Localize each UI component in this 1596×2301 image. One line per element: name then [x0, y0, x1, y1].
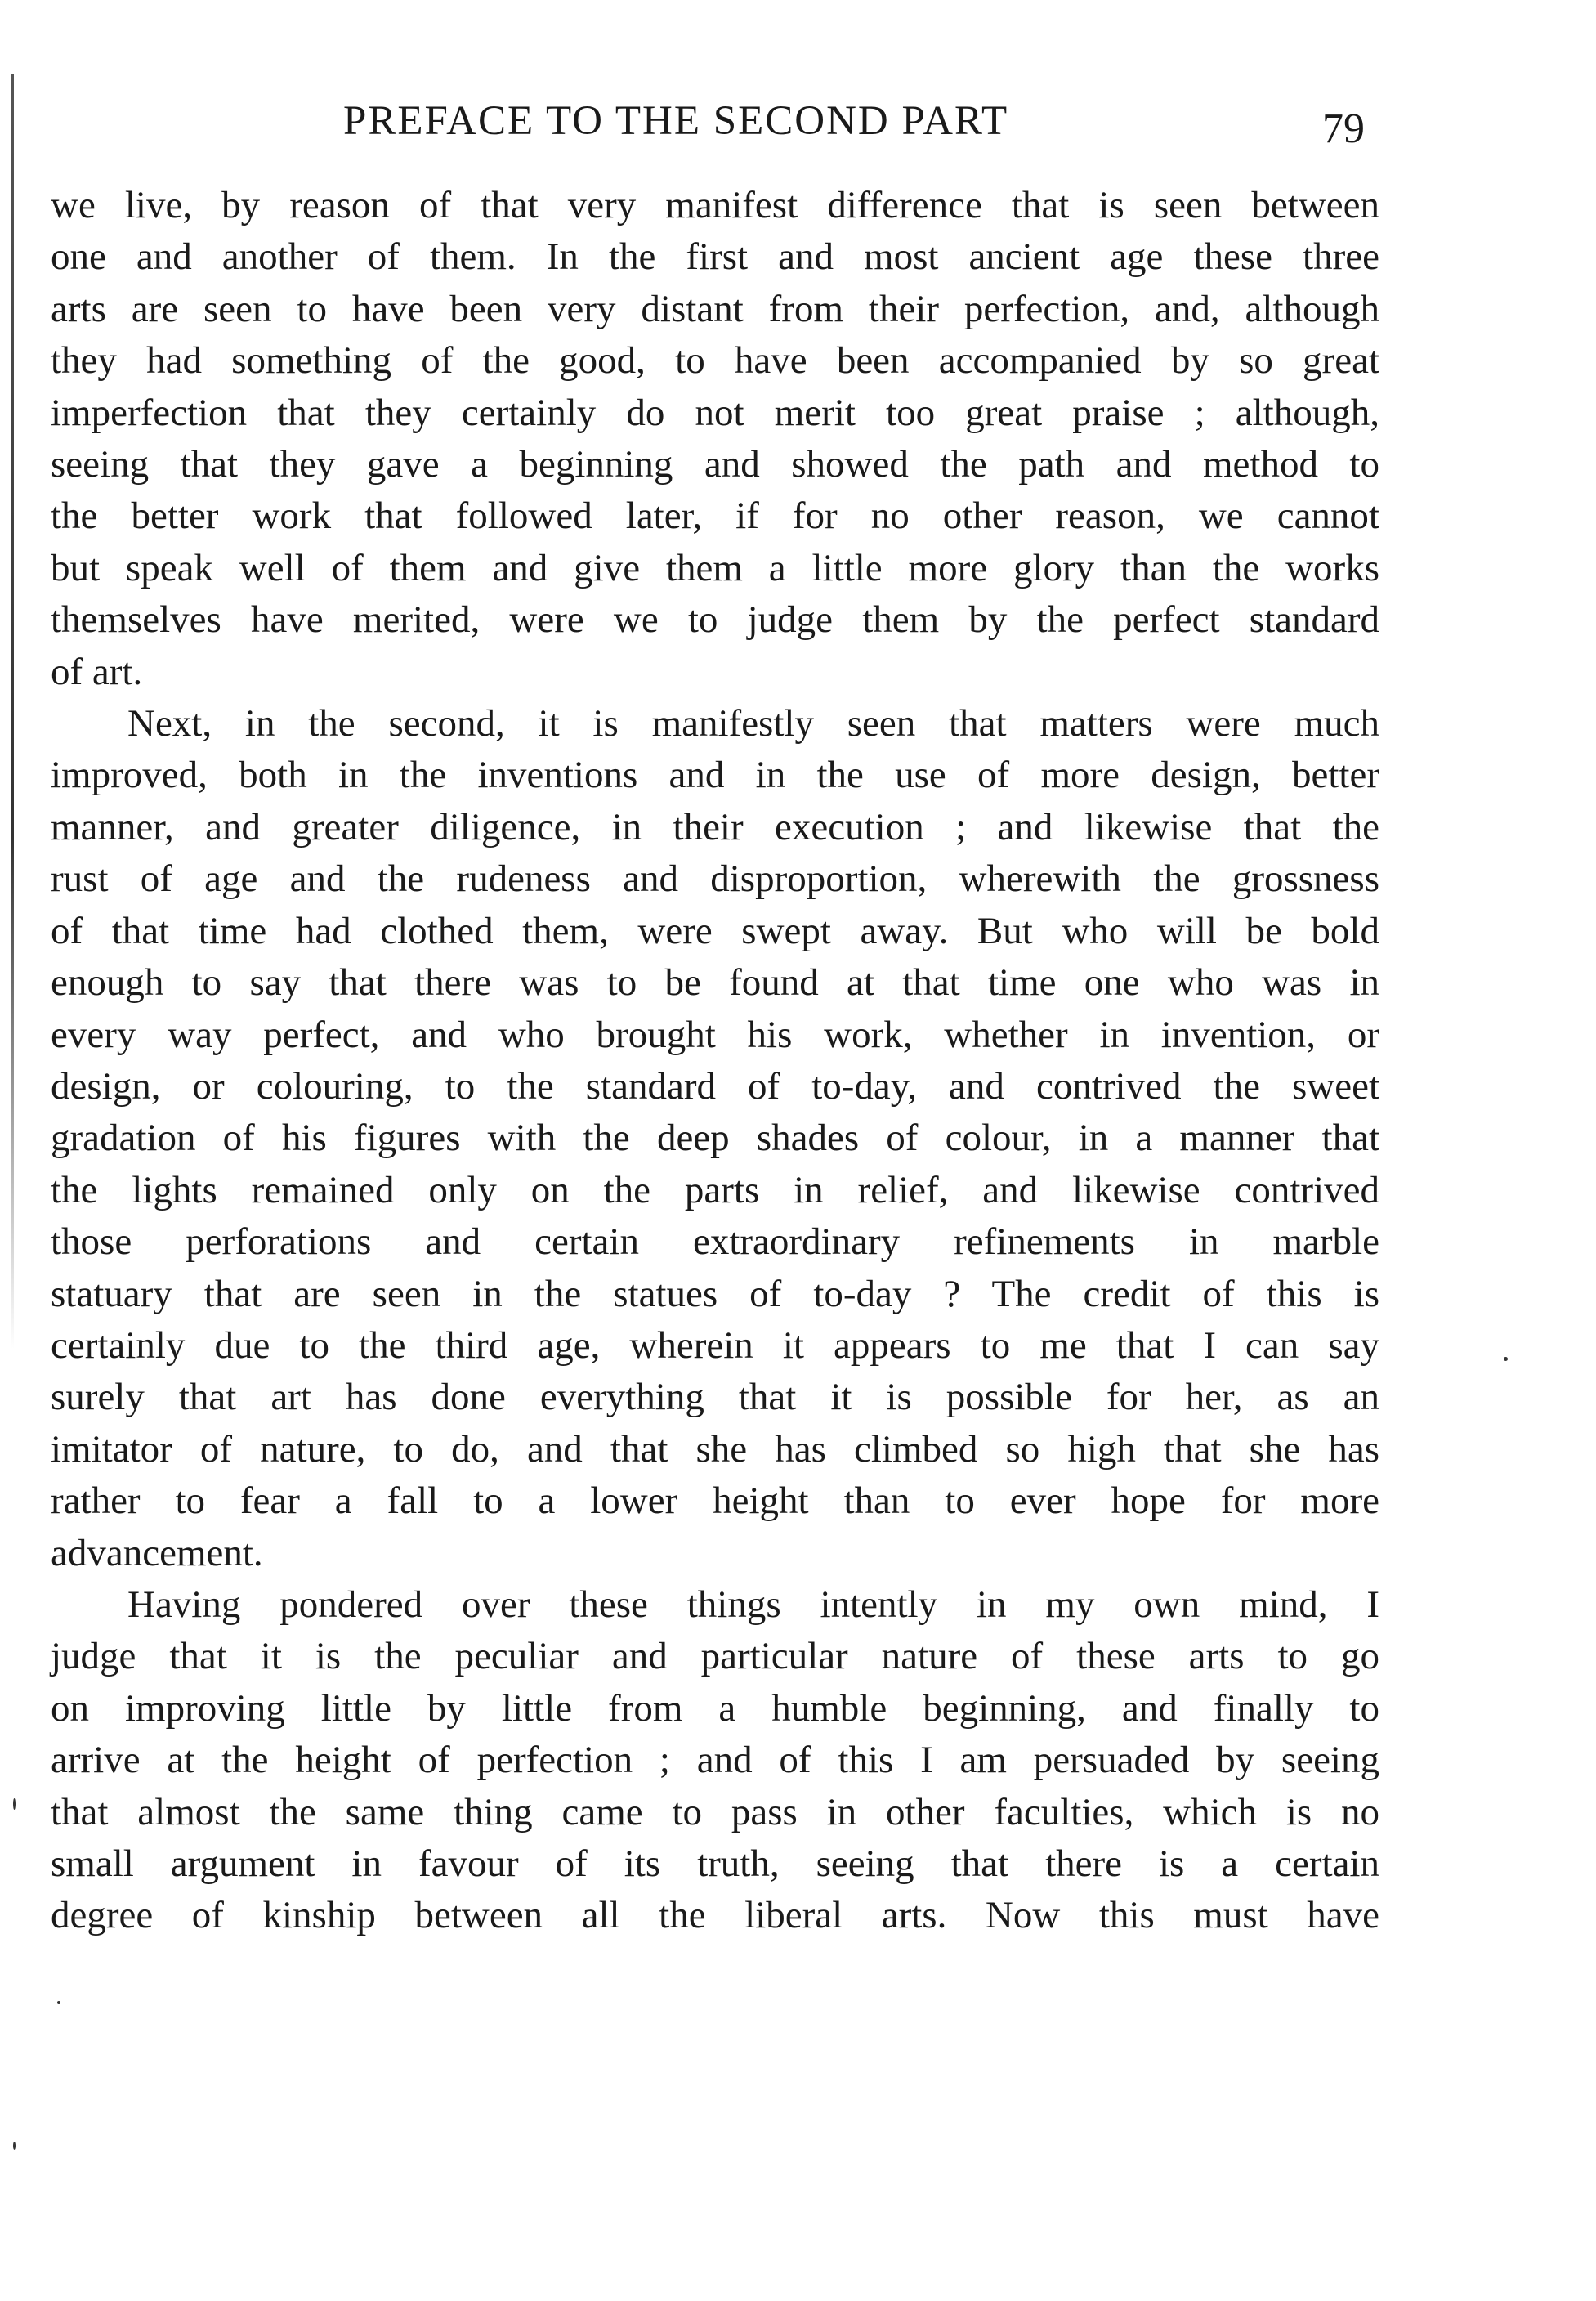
text-line: arrive at the height of perfection ; and of this I am persuaded by seeing	[51, 1739, 1379, 1782]
text-line: manner, and greater diligence, in their execution ; and likewise that the	[51, 805, 1379, 848]
text-line: of that time had clothed them, were swept away. But who will be bold	[51, 909, 1379, 952]
text-line: that almost the same thing came to pass in other faculties, which is no	[51, 1790, 1379, 1833]
text-line: the better work that followed later, if for no other reason, we cannot	[51, 495, 1379, 538]
text-line: imperfection that they certainly do not merit too great praise ; although,	[51, 391, 1379, 434]
text-line: advancement.	[51, 1531, 263, 1574]
paragraph-3	[51, 1579, 1379, 1942]
text-line: seeing that they gave a beginning and showed the path and method to	[51, 443, 1379, 486]
paragraph-1	[51, 180, 1379, 698]
text-line: of art.	[51, 650, 143, 693]
page-speck	[1504, 1357, 1508, 1361]
text-line: surely that art has done everything that it is possible for her, as an	[51, 1376, 1379, 1419]
text-line: on improving little by little from a humble beginning, and finally to	[51, 1686, 1379, 1730]
text-line: we live, by reason of that very manifest difference that is seen between	[51, 184, 1379, 226]
text-line: imitator of nature, to do, and that she has climbed so high that she has	[51, 1427, 1379, 1471]
text-line: Next, in the second, it is manifestly seen that matters were much	[127, 702, 1379, 745]
text-line: Having pondered over these things intently in my own mind, I	[127, 1582, 1379, 1626]
text-line: design, or colouring, to the standard of to-day, and contrived the sweet	[51, 1064, 1379, 1108]
text-line: arts are seen to have been very distant from their perfection, and, although	[51, 287, 1379, 330]
text-line: small argument in favour of its truth, seeing that there is a certain	[51, 1842, 1379, 1885]
page-speck	[13, 2142, 16, 2150]
text-line: those perforations and certain extraordinary refinements in marble	[51, 1220, 1379, 1264]
text-line: one and another of them. In the first and most ancient age these three	[51, 235, 1379, 279]
text-line: the lights remained only on the parts in relief, and likewise contrived	[51, 1168, 1379, 1211]
text-line: improved, both in the inventions and in the use of more design, better	[51, 754, 1379, 797]
text-line: certainly due to the third age, wherein it appears to me that I can say	[51, 1323, 1379, 1367]
text-line: themselves have merited, were we to judge them by the perfect standard	[51, 598, 1379, 642]
text-line: but speak well of them and give them a little more glory than the works	[51, 546, 1379, 589]
page-edge-shadow	[11, 74, 14, 1349]
running-head	[0, 96, 1596, 162]
text-line: gradation of his figures with the deep shades of colour, in a manner that	[51, 1117, 1379, 1160]
page-number: 79	[1322, 105, 1365, 152]
text-line: rust of age and the rudeness and disproportion, wherewith the grossness	[51, 857, 1379, 901]
text-line: they had something of the good, to have been accompanied by so great	[51, 339, 1379, 383]
page-speck	[13, 1798, 16, 1810]
page-speck	[57, 2001, 60, 2004]
running-title: PREFACE TO THE SECOND PART	[343, 98, 1009, 144]
text-line: judge that it is the peculiar and particular nature of these arts to go	[51, 1635, 1379, 1678]
text-line: rather to fear a fall to a lower height than to ever hope for more	[51, 1480, 1379, 1523]
text-line: enough to say that there was to be found at that time one who was in	[51, 961, 1379, 1005]
text-line: statuary that are seen in the statues of to-day ? The credit of this is	[51, 1272, 1379, 1315]
text-line: degree of kinship between all the liberal arts. Now this must have	[51, 1894, 1379, 1937]
body-text	[51, 180, 1379, 1942]
paragraph-2	[51, 698, 1379, 1579]
text-line: every way perfect, and who brought his work, whether in invention, or	[51, 1013, 1379, 1056]
